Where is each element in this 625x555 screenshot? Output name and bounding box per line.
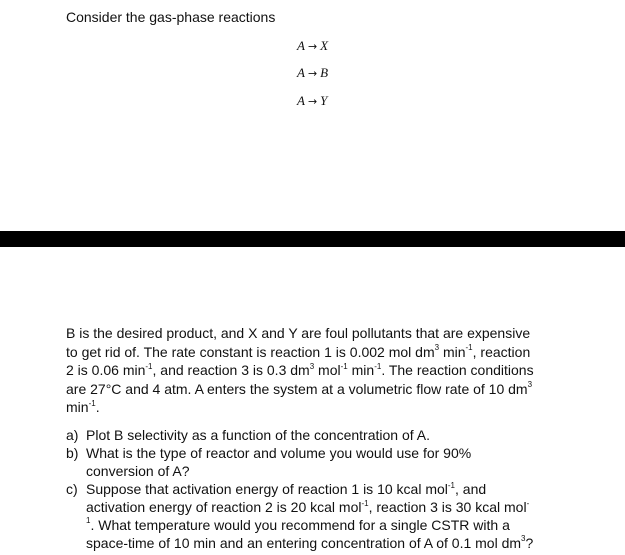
reaction-3-product: Y <box>320 93 328 108</box>
question-b <box>66 445 576 481</box>
question-c-line-4: space-time of 10 min and an entering concentration of A of 0.1 mol $dm^3$? <box>86 534 534 551</box>
description-line-1: B is the desired product, and X and Y are foul pollutants that are expensive <box>66 325 531 341</box>
question-c-line-2: activation energy of reaction 2 is 20 kcal mol$^{-1}$, reaction 3 is 30 kcal mol- <box>86 498 530 516</box>
arrow-icon: → <box>307 40 318 53</box>
reaction-3-reactant: A <box>297 93 305 108</box>
description-line-4: are 27°C and 4 atm. A enters the system at a volumetric flow rate of 10 $dm^3$ <box>66 380 533 397</box>
reaction-1-product: X <box>320 38 329 53</box>
reaction-2 <box>297 65 328 82</box>
redaction-bar <box>0 231 625 247</box>
description-line-3: 2 is 0.06 $\min^{-1}$, and reaction 3 is 0.3 $dm^3$ mol$^{-1}$ $\min^{-1}$. The reaction conditions <box>66 361 534 379</box>
reaction-1 <box>297 38 328 55</box>
question-b-line-1: What is the type of reactor and volume you would use for 90% <box>86 444 472 461</box>
question-c-line-3: $^1$. What temperature would you recommend for a single CSTR with a <box>86 516 510 533</box>
question-a-label: a) <box>66 427 79 443</box>
question-list <box>66 427 576 553</box>
reaction-3 <box>297 93 327 110</box>
question-c-label: c) <box>66 481 78 498</box>
question-c <box>66 481 576 552</box>
problem-intro: Consider the gas-phase reactions <box>66 9 276 25</box>
question-c-line-1: Suppose that activation energy of reaction 1 is 10 kcal mol$^{-1}$, and <box>86 480 487 498</box>
description-line-2: to get rid of. The rate constant is reaction 1 is 0.002 mol $dm^3$ $\min^{-1}$, reaction <box>66 342 531 360</box>
question-b-line-2: conversion of A? <box>86 462 190 479</box>
arrow-icon: → <box>307 95 318 108</box>
description-line-5: $\min^{-1}$. <box>66 398 100 416</box>
reaction-2-product: B <box>320 65 329 80</box>
question-b-label: b) <box>66 444 79 461</box>
reaction-1-reactant: A <box>297 38 305 53</box>
arrow-icon: → <box>307 67 318 80</box>
question-a-text: Plot B selectivity as a function of the concentration of A. <box>86 427 430 443</box>
question-a <box>66 427 576 445</box>
problem-description <box>66 324 571 417</box>
reaction-2-reactant: A <box>297 65 305 80</box>
